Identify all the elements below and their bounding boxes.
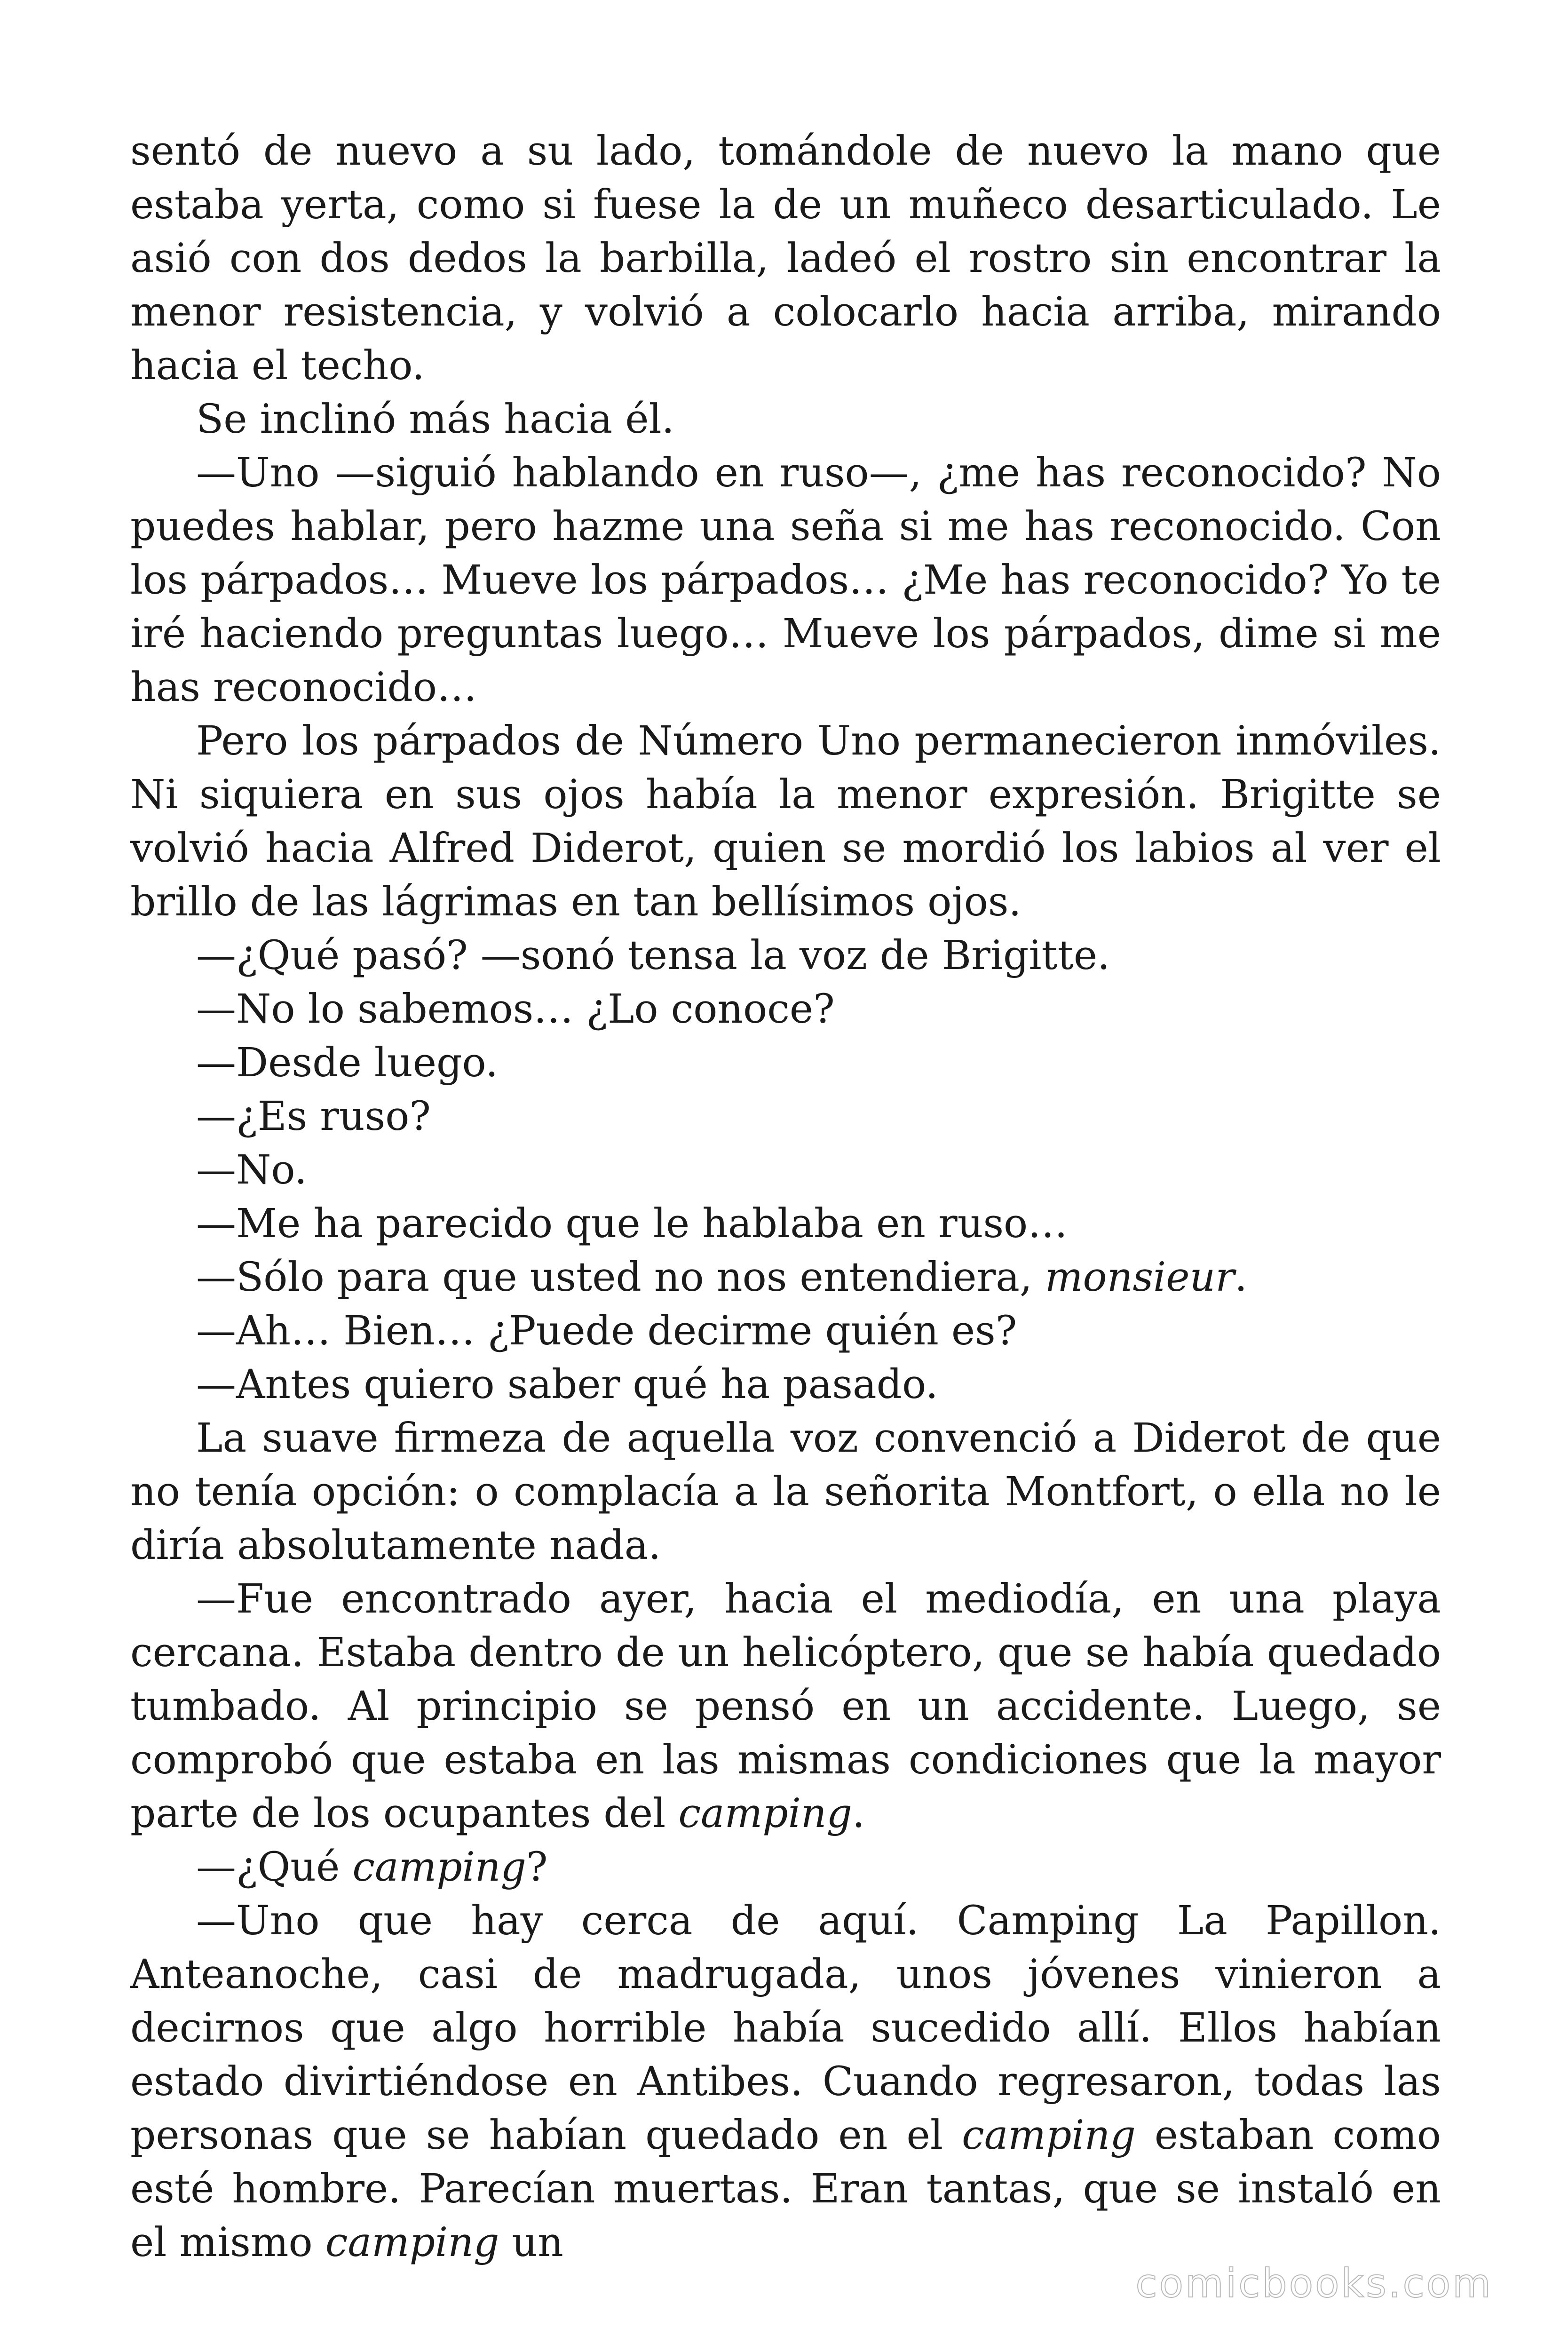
dialogue-line: —Sólo para que usted no nos entendiera, monsieur.: [196, 1254, 1247, 1301]
dialogue-line: —¿Qué camping?: [196, 1844, 548, 1891]
italic-word: camping: [962, 2112, 1136, 2159]
dialogue-line: —Me ha parecido que le hablaba en ruso…: [196, 1200, 1068, 1247]
paragraph: sentó de nuevo a su lado, tomándole de nuevo la mano que estaba yerta, como si fuese la de un muñeco desarticulado. Le asió con dos dedos la barbilla, ladeó el rostro sin encontrar la menor resistencia, y volvió a colocarlo hacia arriba, mirando hacia el techo.: [130, 128, 1441, 389]
dialogue-line: —Uno que hay cerca de aquí. Camping La Papillon. Anteanoche, casi de madrugada, unos jóvenes vinieron a decirnos que algo horrible había sucedido allí. Ellos habían estado divirtiéndose en Antibes. Cuando regresaron, todas las personas que se habían quedado en el camping estaban como esté hombre. Parecían muertas. Eran tantas, que se instaló en el mismo camping un: [130, 1898, 1441, 2266]
dialogue-line: —Antes quiero saber qué ha pasado.: [196, 1361, 938, 1408]
watermark: comicbooks.com: [1135, 2260, 1493, 2306]
italic-word: camping: [352, 1844, 526, 1891]
dialogue-line: —Fue encontrado ayer, hacia el mediodía, en una playa cercana. Estaba dentro de un helicóptero, que se había quedado tumbado. Al principio se pensó en un accidente. Luego, se comprobó que estaba en las mismas condiciones que la mayor parte de los ocupantes del camping.: [130, 1576, 1441, 1837]
italic-word: camping: [678, 1790, 852, 1837]
italic-word: monsieur: [1045, 1254, 1235, 1301]
dialogue-line: —¿Qué pasó? —sonó tensa la voz de Brigitte.: [196, 932, 1110, 979]
page-body: [130, 125, 1441, 2270]
dialogue-line: —No lo sabemos… ¿Lo conoce?: [196, 986, 835, 1033]
paragraph: La suave firmeza de aquella voz convenció a Diderot de que no tenía opción: o complacía a la señorita Montfort, o ella no le diría absolutamente nada.: [130, 1415, 1441, 1569]
dialogue-line: —No.: [196, 1147, 308, 1193]
paragraph: —Uno —siguió hablando en ruso—, ¿me has reconocido? No puedes hablar, pero hazme una seña si me has reconocido. Con los párpados… Mueve los párpados… ¿Me has reconocido? Yo te iré haciendo preguntas luego… Mueve los párpados, dime si me has reconocido…: [130, 450, 1441, 711]
dialogue-line: —Desde luego.: [196, 1040, 499, 1086]
italic-word: camping: [325, 2219, 499, 2266]
dialogue-line: —¿Es ruso?: [196, 1093, 431, 1140]
dialogue-line: —Ah… Bien… ¿Puede decirme quién es?: [196, 1308, 1017, 1354]
paragraph: Pero los párpados de Número Uno permanecieron inmóviles. Ni siquiera en sus ojos había la menor expresión. Brigitte se volvió hacia Alfred Diderot, quien se mordió los labios al ver el brillo de las lágrimas en tan bellísimos ojos.: [130, 718, 1441, 925]
paragraph: Se inclinó más hacia él.: [196, 396, 674, 443]
